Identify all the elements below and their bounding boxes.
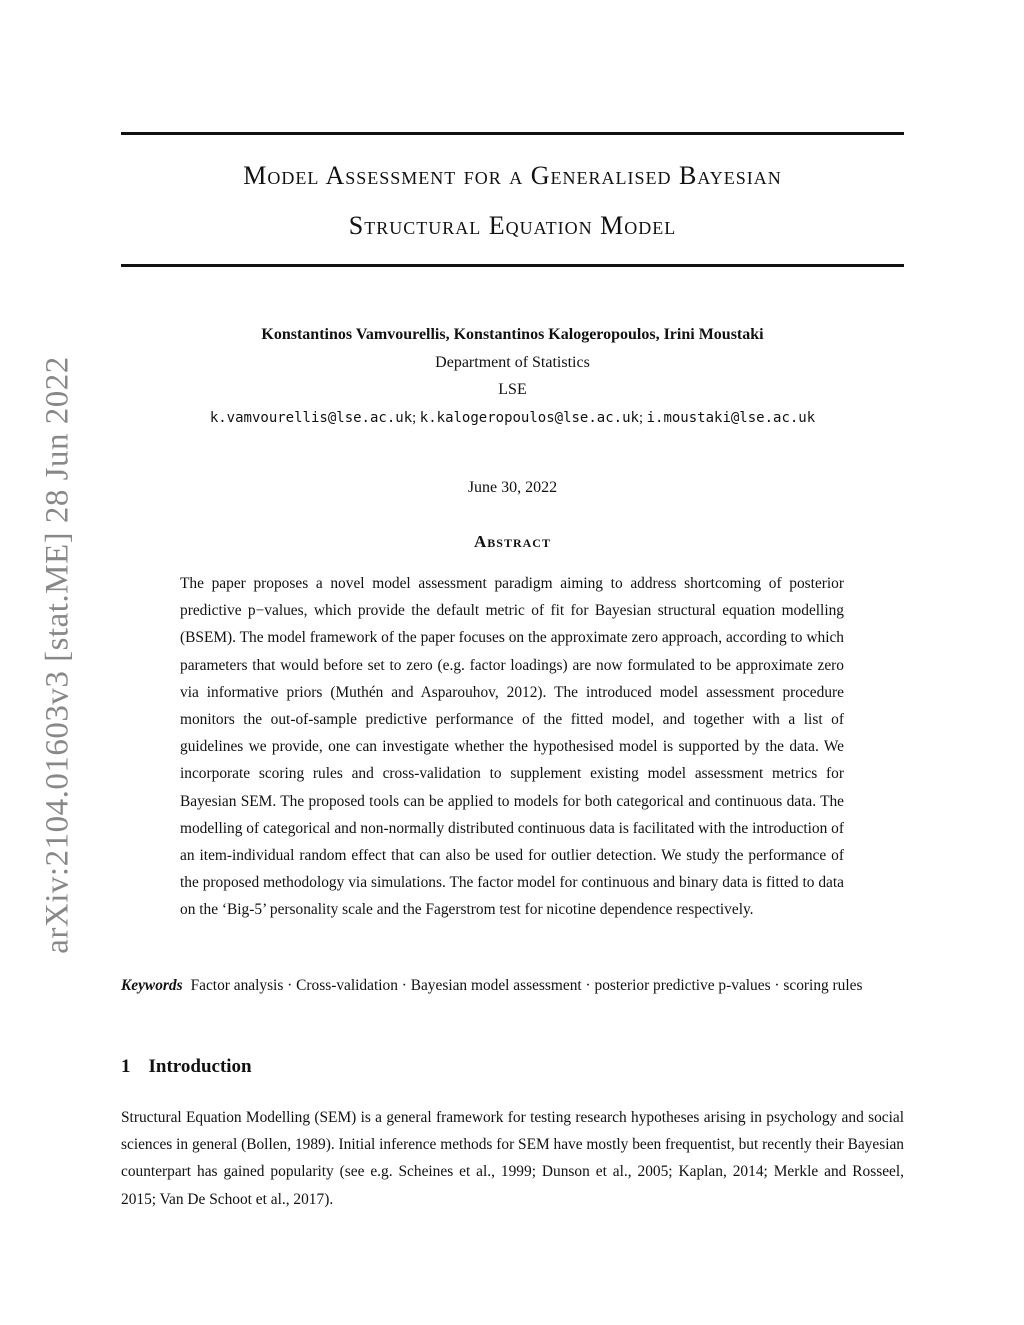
- keywords: [121, 972, 904, 999]
- keywords-text: Factor analysis · Cross-validation · Bayesian model assessment · posterior predictive p-values · scoring rules: [190, 977, 863, 994]
- author-list: Konstantinos Vamvourellis, Konstantinos Kalogeropoulos, Irini Moustaki: [261, 326, 764, 343]
- affiliation: LSE: [498, 381, 527, 398]
- paper-title-line-1: Model Assessment for a Generalised Bayesian: [243, 161, 782, 190]
- abstract-heading: Abstract: [474, 532, 551, 551]
- email-separator: ;: [412, 410, 420, 426]
- email-link[interactable]: k.vamvourellis@lse.ac.uk: [209, 410, 413, 426]
- keywords-label: Keywords: [121, 977, 183, 994]
- email-separator: ;: [638, 410, 647, 426]
- title-bottom-rule: [121, 264, 904, 267]
- department: Department of Statistics: [435, 354, 590, 371]
- section-title: Introduction: [148, 1056, 252, 1077]
- email-link[interactable]: i.moustaki@lse.ac.uk: [646, 410, 816, 426]
- section-heading: [121, 1056, 252, 1078]
- abstract-text: The paper proposes a novel model assessment paradigm aiming to address shortcoming of posterior predictive p−values, which provide the default metric of fit for Bayesian structural equation modelling (BSEM). The model framework of the paper focuses on the approximate zero approach, according to which parameters that would before set to zero (e.g. factor loadings) are now formulated to be approximate zero via informative priors (Muthén and Asparouhov, 2012). The introduced model assessment procedure monitors the out-of-sample predictive performance of the fitted model, and together with a list of guidelines we provide, one can investigate whether the hypothesised model is supported by the data. We incorporate scoring rules and cross-validation to supplement existing model assessment metrics for Bayesian SEM. The proposed tools can be applied to models for both categorical and continuous data. The modelling of categorical and non-normally distributed continuous data is facilitated with the introduction of an item-individual random effect that can also be used for outlier detection. We study the performance of the proposed methodology via simulations. The factor model for continuous and binary data is fitted to data on the ‘Big-5’ personality scale and the Fagerstrom test for nicotine dependence respectively.: [180, 575, 844, 919]
- author-emails: [121, 410, 904, 427]
- section-number: 1: [121, 1056, 131, 1077]
- email-link[interactable]: k.kalogeropoulos@lse.ac.uk: [419, 410, 639, 426]
- paper-title-line-2: Structural Equation Model: [348, 211, 677, 240]
- paper-date: June 30, 2022: [467, 479, 558, 496]
- arxiv-identifier-stamp: arXiv:2104.01603v3 [stat.ME] 28 Jun 2022: [39, 356, 76, 954]
- introduction-text: Structural Equation Modelling (SEM) is a general framework for testing research hypotheses arising in psychology and social sciences in general (Bollen, 1989). Initial inference methods for SEM have mostly been frequentist, but recently their Bayesian counterpart has gained popularity (see e.g. Scheines et al., 1999; Dunson et al., 2005; Kaplan, 2014; Merkle and Rosseel, 2015; Van De Schoot et al., 2017).: [121, 1109, 904, 1208]
- title-top-rule: [121, 132, 904, 135]
